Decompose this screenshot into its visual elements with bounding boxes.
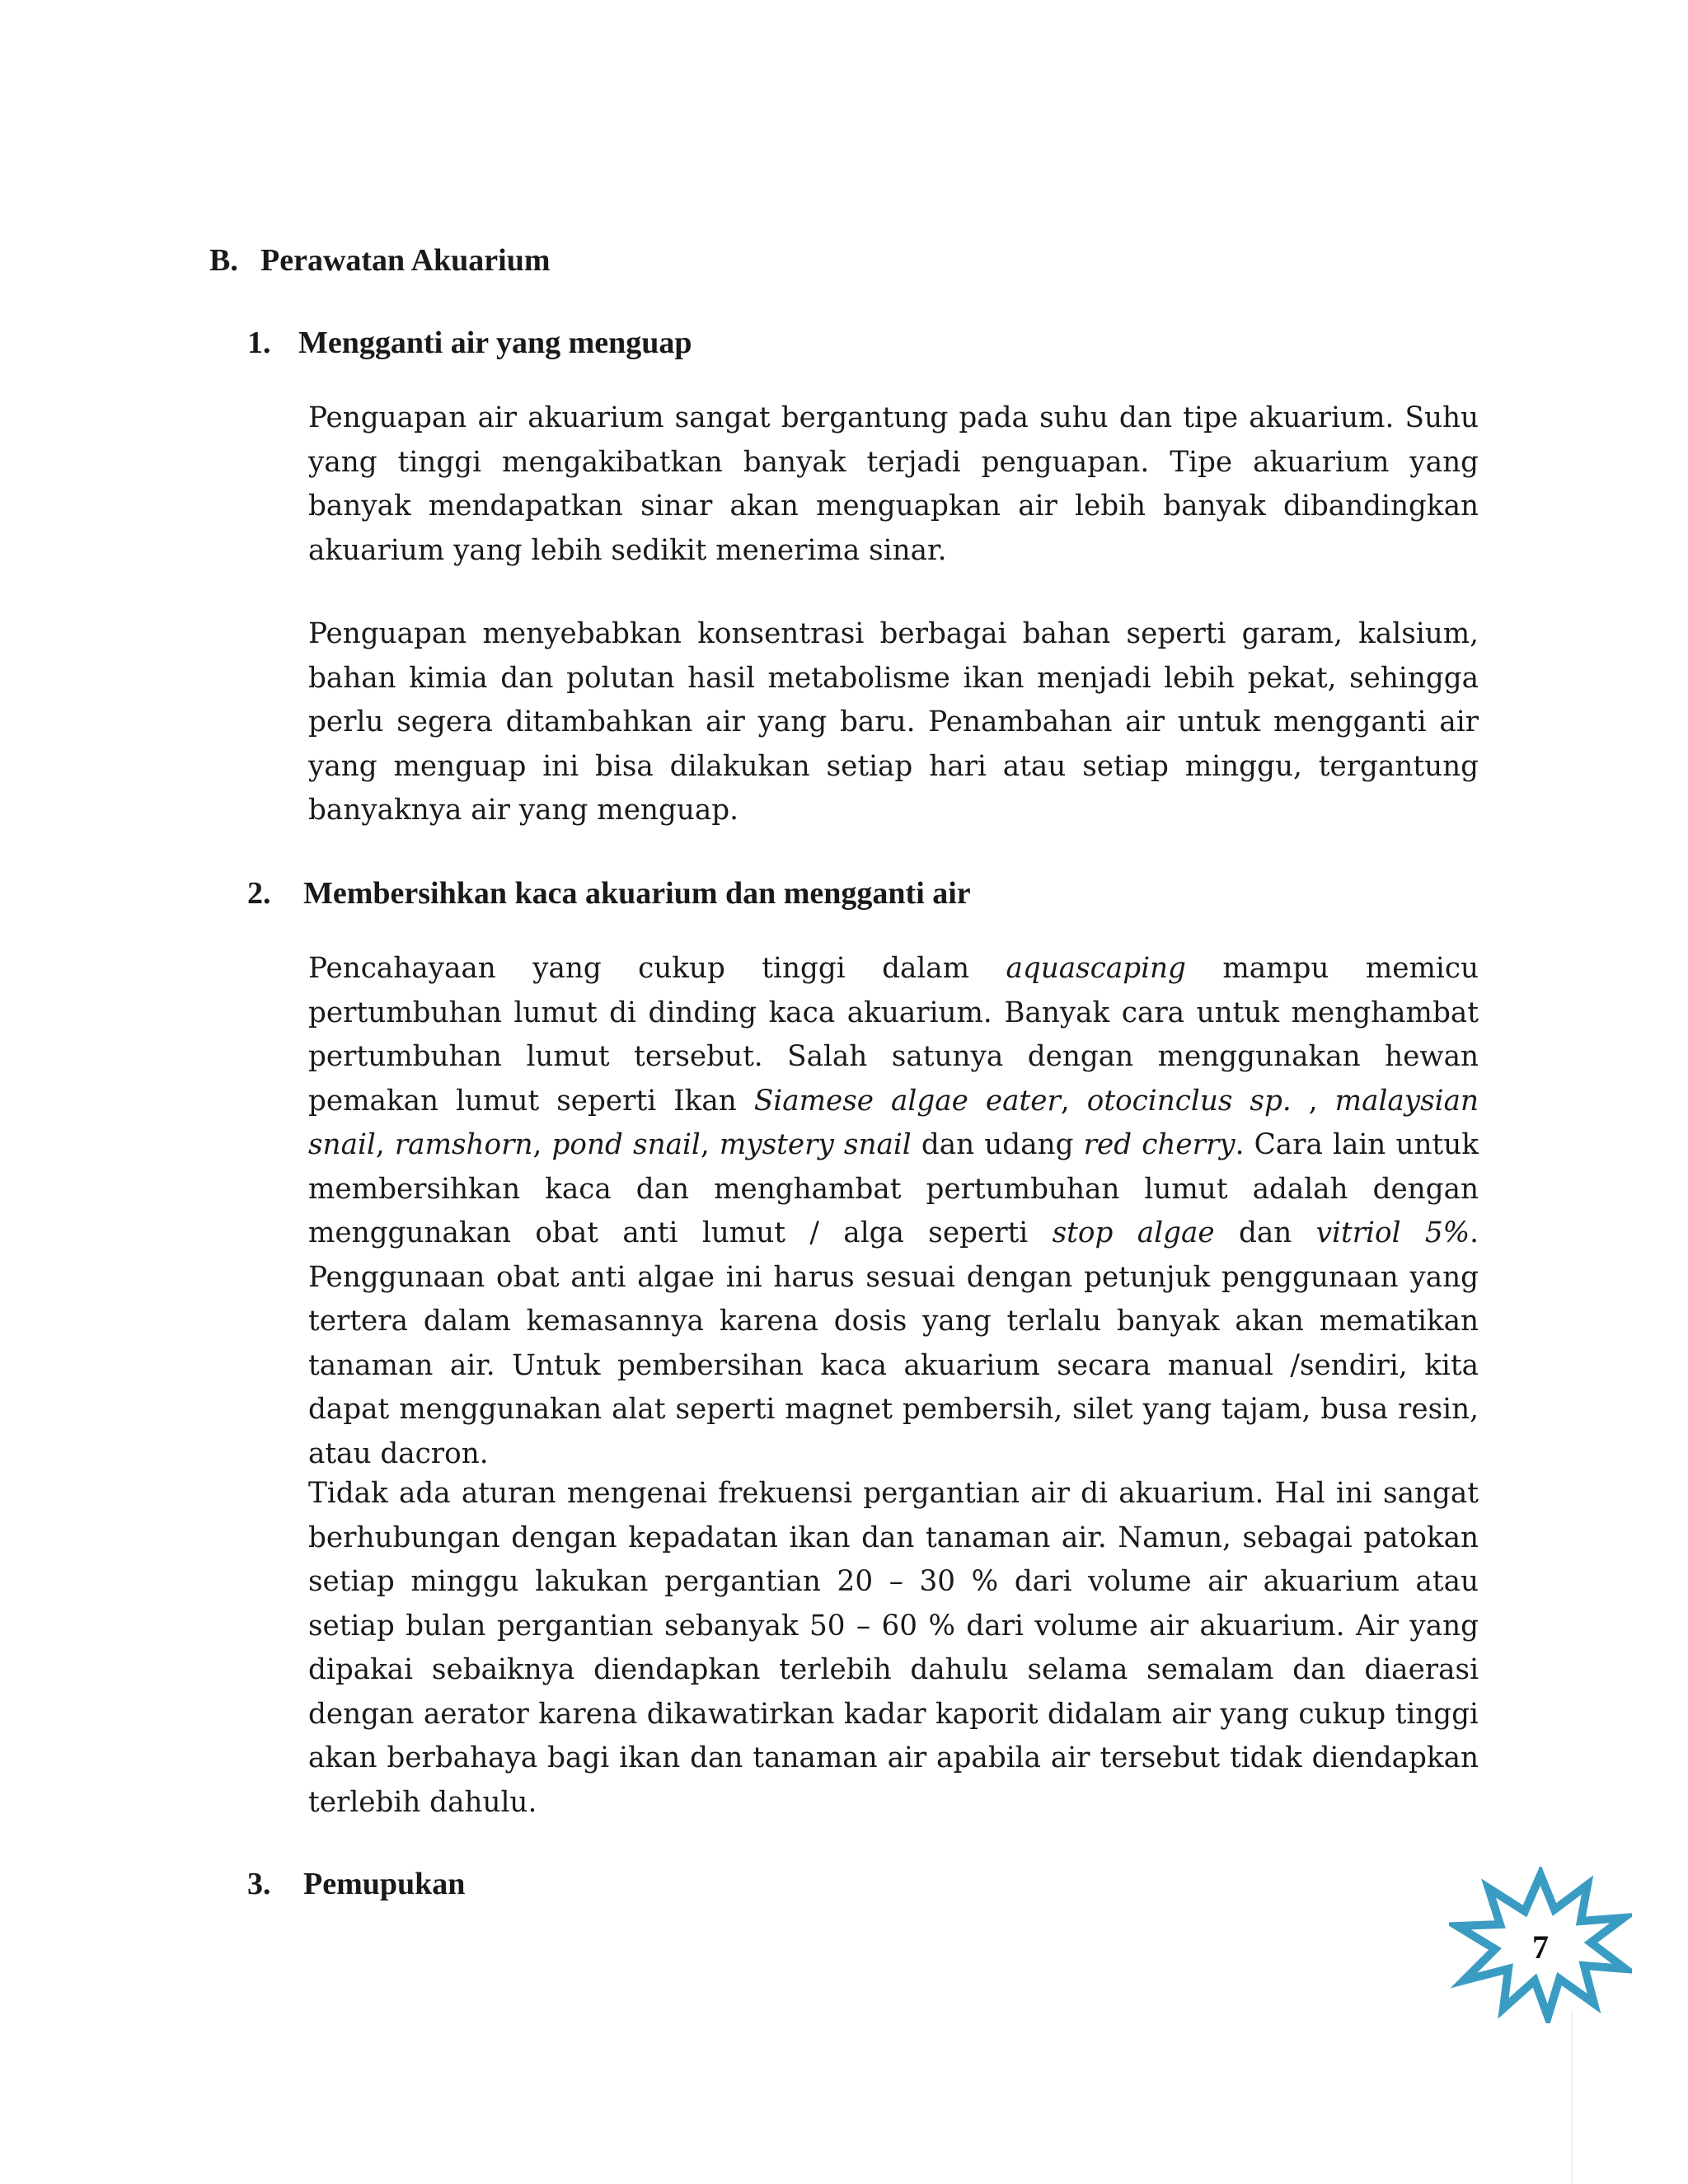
section-heading [209, 241, 551, 280]
page-edge-divider [1571, 2011, 1573, 2184]
subsection-title: Pemupukan [303, 1867, 466, 1901]
paragraph-water-change: Tidak ada aturan mengenai frekuensi pergantian air di akuarium. Hal ini sangat berhubungan dengan kepadatan ikan dan tanaman air. Namun, sebagai patokan setiap minggu lakukan pergantian 20 – 30 % dari volume air akuarium atau setiap bulan pergantian sebanyak 50 – 60 % dari volume air akuarium. Air yang dipakai sebaiknya diendapkan terlebih dahulu selama semalam dan diaerasi dengan aerator karena dikawatirkan kadar kaporit didalam air yang cukup tinggi akan berbahaya bagi ikan dan tanaman air apabila air tersebut tidak diendapkan terlebih dahulu. [308, 1477, 1479, 1819]
page-number-badge [1449, 1867, 1632, 2023]
section-letter: B. [209, 243, 238, 278]
subsection-heading-1 [247, 323, 692, 363]
page-number: 7 [1532, 1928, 1549, 1966]
subsection-title: Membersihkan kaca akuarium dan mengganti air [303, 876, 971, 911]
paragraph-glass-cleaning: Pencahayaan yang cukup tinggi dalam aquascaping mampu memicu pertumbuhan lumut di dinding kaca akuarium. Banyak cara untuk menghambat pertumbuhan lumut tersebut. Salah satunya dengan menggunakan hewan pemakan lumut seperti Ikan Siamese algae eater, otocinclus sp. , malaysian snail, ramshorn, pond snail, mystery snail dan udang red cherry. Cara lain untuk membersihkan kaca dan menghambat pertumbuhan lumut adalah dengan menggunakan obat anti lumut / alga seperti stop algae dan vitriol 5%. Penggunaan obat anti algae ini harus sesuai dengan petunjuk penggunaan yang tertera dalam kemasannya karena dosis yang terlalu banyak akan mematikan tanaman air. Untuk pembersihan kaca akuarium secara manual /sendiri, kita dapat menggunakan alat seperti magnet pembersih, silet yang tajam, busa resin, atau dacron. [308, 952, 1479, 1470]
subsection-number: 2. [247, 876, 271, 911]
subsection-number: 1. [247, 326, 271, 360]
subsection-title: Mengganti air yang menguap [298, 326, 692, 360]
subsection-heading-2 [247, 874, 971, 913]
subsection-heading-3 [247, 1864, 465, 1904]
section-title: Perawatan Akuarium [260, 243, 551, 278]
paragraph-evaporation-2: Penguapan menyebabkan konsentrasi berbagai bahan seperti garam, kalsium, bahan kimia dan polutan hasil metabolisme ikan menjadi lebih pekat, sehingga perlu segera ditambahkan air yang baru. Penambahan air untuk mengganti air yang menguap ini bisa dilakukan setiap hari atau setiap minggu, tergantung banyaknya air yang menguap. [308, 617, 1479, 827]
subsection-number: 3. [247, 1867, 271, 1901]
paragraph-evaporation-1: Penguapan air akuarium sangat bergantung pada suhu dan tipe akuarium. Suhu yang tinggi mengakibatkan banyak terjadi penguapan. Tipe akuarium yang banyak mendapatkan sinar akan menguapkan air lebih banyak dibandingkan akuarium yang lebih sedikit menerima sinar. [308, 401, 1479, 567]
